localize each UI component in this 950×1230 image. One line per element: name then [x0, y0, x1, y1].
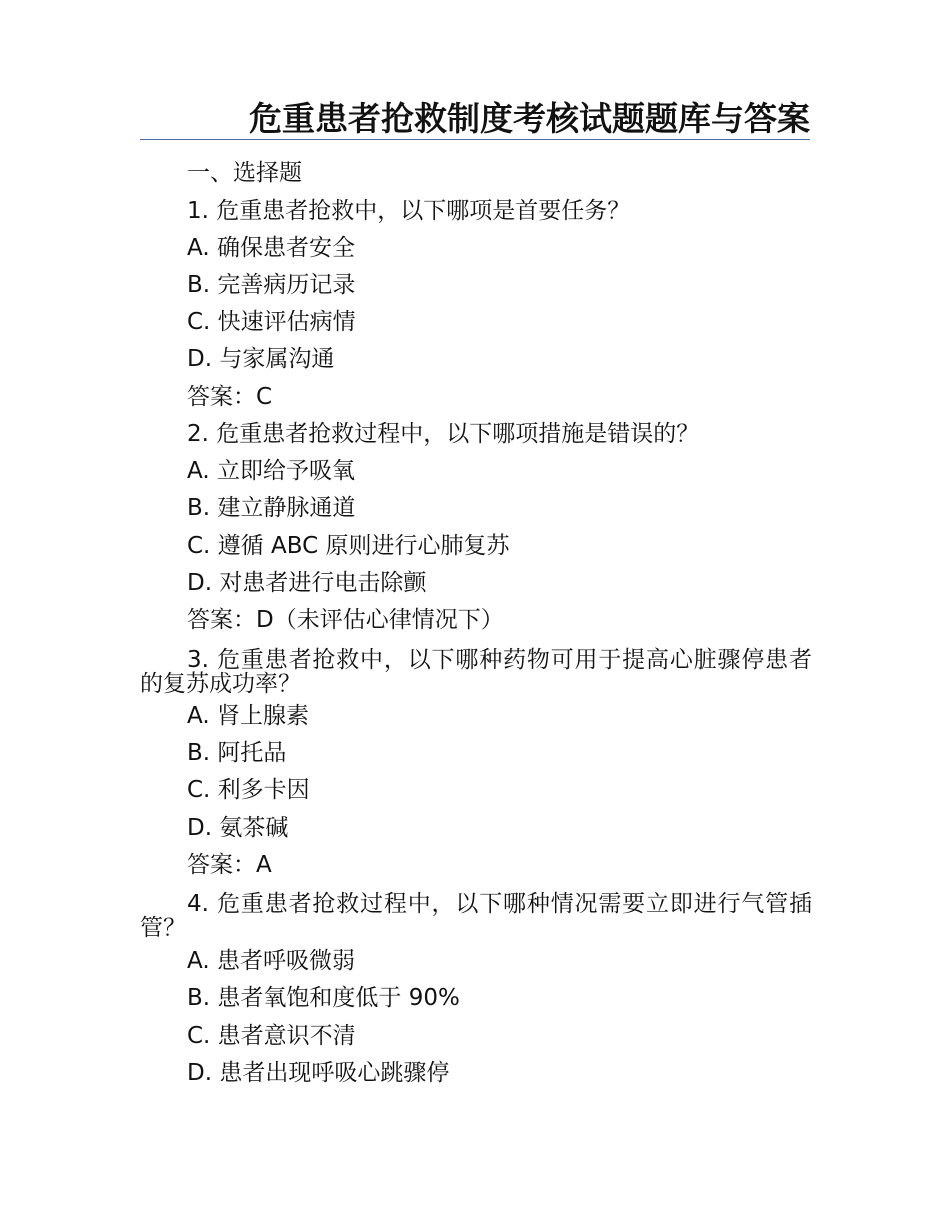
question-4-option-c: C. 患者意识不清: [187, 1023, 356, 1049]
question-3-answer: 答案：A: [187, 852, 272, 878]
title-underline: [140, 139, 810, 140]
question-2-stem: 2. 危重患者抢救过程中，以下哪项措施是错误的？: [187, 421, 700, 447]
question-2-option-b: B. 建立静脉通道: [187, 495, 356, 521]
question-3-option-a: A. 肾上腺素: [187, 703, 309, 729]
question-1-option-b: B. 完善病历记录: [187, 272, 356, 298]
document-title: 危重患者抢救制度考核试题题库与答案: [249, 99, 810, 138]
question-2-option-a: A. 立即给予吸氧: [187, 458, 355, 484]
question-4-option-a: A. 患者呼吸微弱: [187, 948, 355, 974]
question-3-option-b: B. 阿托品: [187, 740, 287, 766]
question-4-stem: 4. 危重患者抢救过程中，以下哪种情况需要立即进行气管插管？: [140, 891, 812, 941]
question-1-option-c: C. 快速评估病情: [187, 309, 356, 335]
question-3-option-c: C. 利多卡因: [187, 777, 310, 803]
question-1-answer: 答案：C: [187, 384, 273, 410]
question-3-stem: 3. 危重患者抢救中，以下哪种药物可用于提高心脏骤停患者的复苏成功率？: [140, 647, 812, 697]
question-3-option-d: D. 氨茶碱: [187, 815, 289, 841]
question-4-option-b: B. 患者氧饱和度低于 90%: [187, 985, 460, 1011]
question-1-stem: 1. 危重患者抢救中，以下哪项是首要任务？: [187, 198, 631, 224]
question-2-answer: 答案：D（未评估心律情况下）: [187, 607, 504, 633]
section-heading: 一、选择题: [187, 160, 302, 186]
question-1-option-a: A. 确保患者安全: [187, 235, 355, 261]
question-2-option-d: D. 对患者进行电击除颤: [187, 570, 427, 596]
question-2-option-c: C. 遵循 ABC 原则进行心肺复苏: [187, 533, 510, 559]
question-1-option-d: D. 与家属沟通: [187, 346, 335, 372]
question-4-option-d: D. 患者出现呼吸心跳骤停: [187, 1060, 450, 1086]
